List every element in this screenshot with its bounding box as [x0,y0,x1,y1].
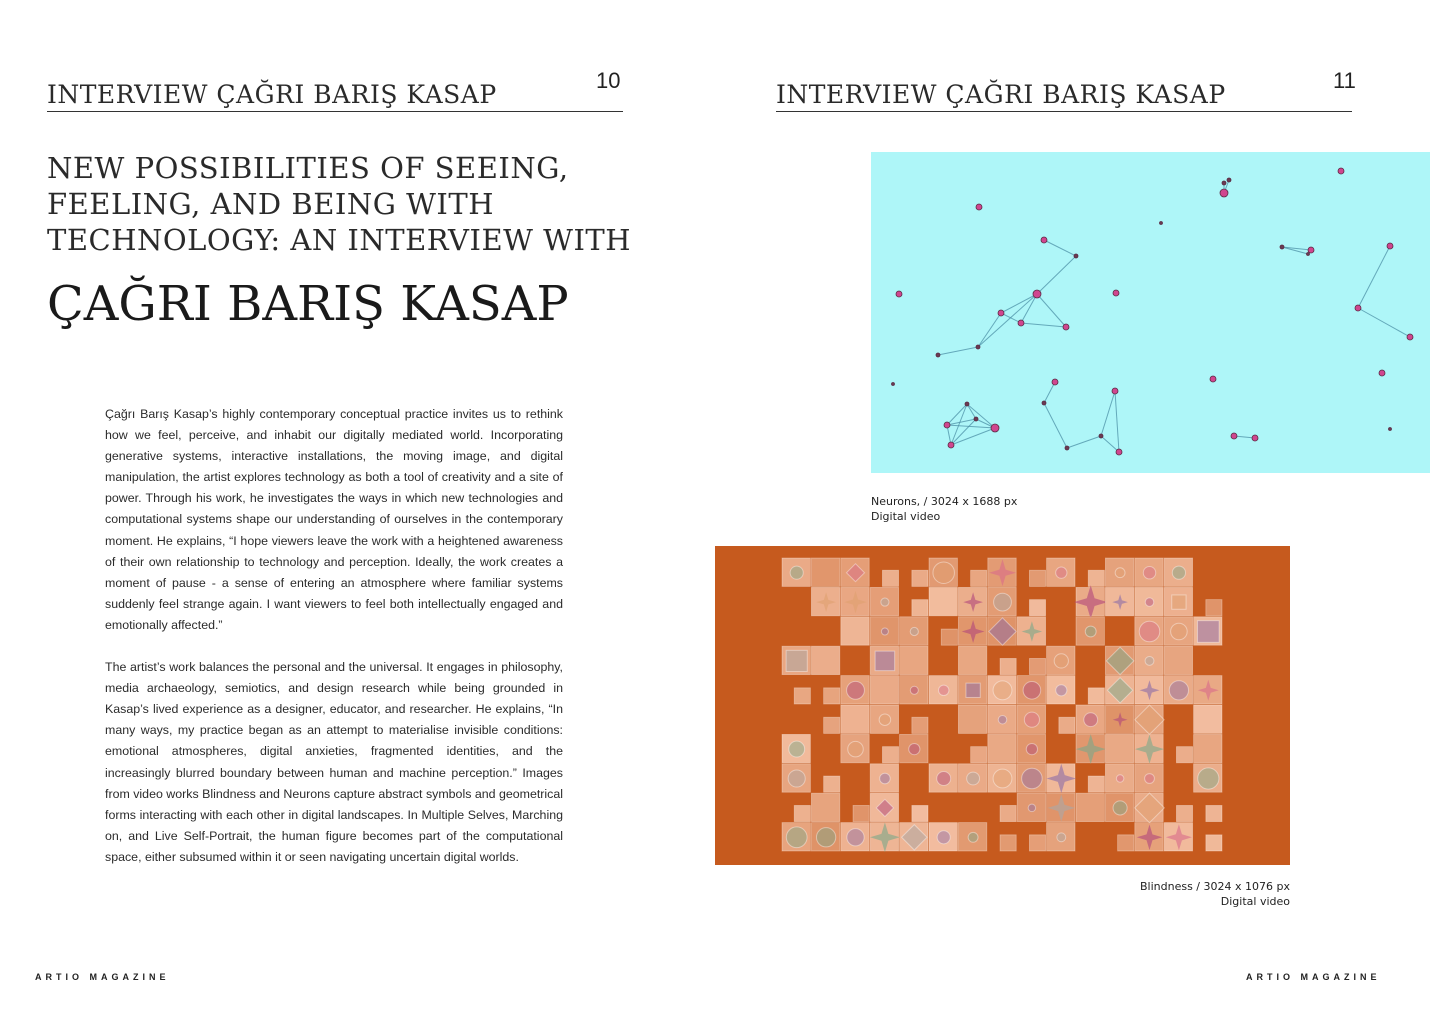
neuron-connection [1101,391,1115,436]
tile-circle-symbol [1116,775,1123,782]
grid-tile [1176,805,1192,821]
tile-circle-symbol [933,562,955,584]
grid-tile [794,805,810,821]
grid-tile [882,747,898,763]
tile-square-symbol [875,651,895,671]
tile-circle-symbol [937,772,951,786]
neurons-caption [871,494,1017,524]
tile-circle-symbol [1145,598,1153,606]
tile-circle-symbol [847,829,864,846]
tile-circle-symbol [1084,713,1098,727]
neuron-connection [947,425,995,428]
grid-tile [1206,805,1222,821]
grid-tile [1105,734,1133,762]
neuron-node [1018,320,1024,326]
headline-line-1: NEW POSSIBILITIES OF SEEING, [47,151,569,185]
tile-circle-symbol [1024,712,1039,727]
tile-circle-symbol [1172,566,1185,579]
tile-circle-symbol [881,628,888,635]
neuron-connection [938,347,978,355]
blindness-grid-graphic [715,546,1290,865]
grid-tile [1000,658,1016,674]
neuron-connection [1358,308,1410,337]
grid-tile [841,617,869,645]
grid-tile [941,629,957,645]
neurons-caption-title: Neurons, / 3024 x 1688 px [871,495,1018,508]
neuron-node [1033,290,1041,298]
grid-tile [1088,776,1104,792]
neuron-connection [967,404,976,419]
tile-circle-symbol [816,828,835,847]
neuron-node [896,291,902,297]
neuron-node [976,204,982,210]
tile-circle-symbol [788,770,805,787]
grid-tile [988,734,1016,762]
neuron-node [936,353,940,357]
grid-tile [811,646,839,674]
neuron-node [998,310,1004,316]
neuron-connection [1044,403,1067,448]
headline-line-3: TECHNOLOGY: AN INTERVIEW WITH [47,223,632,257]
left-running-header: INTERVIEW ÇAĞRI BARIŞ KASAP [47,80,497,109]
body-paragraph-1: Çağrı Barış Kasap’s highly contemporary conceptual practice invites us to rethink how we feel, perceive, and inhabit our digitally mediated world. Incorporating generative systems, interactive installations, the moving image, and digital manipulation, the artist explores technology as both a tool of creativity and a site of power. Through his work, he investigates the ways in which new technologies and computational systems shape our understanding of ourselves in the contemporary moment. He explains, “I hope viewers leave the work with a heightened awareness of their own relationship to technology and perception. Ideally, the work creates a moment of pause - a sense of entering an atmosphere where familiar systems suddenly feel strange again. I want viewers to feel both intellectually engaged and emotionally affected.” [105,407,563,632]
tile-circle-symbol [1145,656,1154,665]
grid-tile [912,717,928,733]
grid-tile [912,570,928,586]
tile-circle-symbol [786,827,807,848]
grid-tile [1194,705,1222,733]
right-page-number: 11 [1333,68,1356,93]
tile-circle-symbol [847,681,865,699]
tile-circle-symbol [1113,801,1127,815]
grid-tile [1118,835,1134,851]
tile-circle-symbol [1056,685,1067,696]
neuron-connection [1044,240,1076,256]
tile-circle-symbol [967,772,980,785]
tile-square-symbol [966,683,980,697]
neuron-node [1355,305,1361,311]
grid-tile [1000,805,1016,821]
article-headline [47,150,637,258]
neuron-node [1252,435,1258,441]
tile-circle-symbol [1143,566,1155,578]
neuron-connection [1358,246,1390,308]
grid-tile [958,646,986,674]
neuron-node [1280,245,1284,249]
neuron-node [1220,189,1228,197]
right-header-rule [776,111,1352,112]
grid-tile [853,805,869,821]
neuron-connection [1037,294,1066,327]
neuron-node [976,345,980,349]
neurons-artwork-image [871,152,1430,473]
neuron-node [974,417,978,421]
neuron-connection [978,294,1037,347]
grid-tile [870,676,898,704]
grid-tile [971,747,987,763]
tile-circle-symbol [1057,833,1066,842]
tile-circle-symbol [968,832,978,842]
tile-circle-symbol [1023,682,1041,700]
grid-tile [1029,570,1045,586]
neuron-node [1227,178,1231,182]
blindness-caption-medium: Digital video [1220,895,1290,908]
tile-circle-symbol [880,773,891,784]
neuron-node [1074,254,1078,258]
tile-circle-symbol [1139,621,1159,641]
tile-square-symbol [1172,595,1186,609]
tile-circle-symbol [909,743,920,754]
tile-square-symbol [1197,621,1219,643]
grid-tile [824,776,840,792]
neuron-node [1338,168,1344,174]
neuron-node [1387,243,1393,249]
grid-tile [1088,570,1104,586]
tile-circle-symbol [910,686,918,694]
tile-circle-symbol [879,714,891,726]
tile-circle-symbol [881,598,889,606]
grid-tile [841,705,869,733]
grid-tile [824,717,840,733]
grid-tile [1076,793,1104,821]
grid-tile [1059,717,1075,733]
neuron-connection [1037,256,1076,294]
tile-circle-symbol [1115,568,1125,578]
grid-tile [971,570,987,586]
neuron-connection [1115,391,1119,452]
tile-circle-symbol [1028,804,1035,811]
neuron-node [1042,401,1046,405]
headline-line-2: FEELING, AND BEING WITH [47,187,494,221]
tile-circle-symbol [848,741,864,757]
neuron-node [944,422,950,428]
neuron-connection [1101,436,1119,452]
tile-circle-symbol [1056,567,1067,578]
grid-tile [811,793,839,821]
tile-circle-symbol [994,593,1012,611]
tile-circle-symbol [910,627,918,635]
neuron-node [892,383,895,386]
article-body [105,404,563,868]
grid-tile [811,558,839,586]
right-footer-magazine-name: ARTIO MAGAZINE [1246,972,1381,982]
tile-circle-symbol [993,681,1012,700]
neuron-node [1160,222,1163,225]
tile-circle-symbol [1026,743,1037,754]
artist-name-title: ÇAĞRI BARIŞ KASAP [47,276,569,332]
tile-circle-symbol [1145,774,1155,784]
neuron-node [1099,434,1103,438]
grid-tile [1194,734,1222,762]
neuron-node [1231,433,1237,439]
neuron-node [1307,253,1310,256]
grid-tile [1206,835,1222,851]
neurons-caption-medium: Digital video [871,510,941,523]
grid-tile [929,587,957,615]
neuron-node [965,402,969,406]
tile-circle-symbol [993,769,1012,788]
tile-circle-symbol [938,685,948,695]
grid-tile [824,688,840,704]
neuron-node [1210,376,1216,382]
neuron-node [1222,181,1226,185]
neuron-node [1065,446,1069,450]
tile-square-symbol [786,650,807,671]
neuron-connection [951,428,995,445]
tile-circle-symbol [790,566,803,579]
neuron-node [991,424,999,432]
neuron-connection [1021,323,1066,327]
neuron-node [1041,237,1047,243]
neuron-node [1063,324,1069,330]
grid-tile [1206,600,1222,616]
neuron-node [1308,247,1314,253]
grid-tile [1029,835,1045,851]
left-footer-magazine-name: ARTIO MAGAZINE [35,972,170,982]
grid-tile [1029,600,1045,616]
neuron-node [948,442,954,448]
neuron-node [1407,334,1413,340]
neuron-node [1113,290,1119,296]
left-header-rule [47,111,623,112]
tile-circle-symbol [937,831,950,844]
left-page-number: 10 [596,68,621,93]
grid-tile [882,570,898,586]
body-paragraph-2: The artist’s work balances the personal and the universal. It engages in philosophy, media archaeology, semiotics, and design research while being grounded in Kasap’s lived experience as a designer, educator, and researcher. He explains, “In many ways, my practice began as an attempt to materialise invisible conditions: emotional atmospheres, digital anxieties, fragmented identities, and the increasingly blurred boundary between human and machine perception.” Images from video works Blindness and Neurons capture abstract symbols and geometrical forms interacting with each other in digital landscapes. In Multiple Selves, Marching on, and Live Self-Portrait, the human figure becomes part of the computational space, either subsumed within it or seen navigating uncertain digital worlds. [105,660,563,864]
blindness-caption [1090,879,1290,909]
tile-circle-symbol [1054,654,1068,668]
grid-tile [912,600,928,616]
tile-circle-symbol [1169,681,1188,700]
tile-circle-symbol [789,741,805,757]
neuron-connection [1044,382,1055,403]
tile-circle-symbol [1022,768,1042,788]
grid-tile [1176,747,1192,763]
tile-circle-symbol [1085,626,1096,637]
tile-circle-symbol [1171,623,1188,640]
tile-circle-symbol [1198,768,1219,789]
neuron-node [1112,388,1118,394]
grid-tile [958,705,986,733]
neuron-node [1389,428,1392,431]
grid-tile [1164,646,1192,674]
neuron-connection [1067,436,1101,448]
neuron-node [1379,370,1385,376]
neuron-connection [951,404,967,445]
grid-tile [1088,688,1104,704]
blindness-artwork-image [715,546,1290,865]
grid-tile [912,805,928,821]
neuron-node [1116,449,1122,455]
grid-tile [794,688,810,704]
grid-tile [900,646,928,674]
blindness-caption-title: Blindness / 3024 x 1076 px [1140,880,1290,893]
neuron-node [1052,379,1058,385]
right-running-header: INTERVIEW ÇAĞRI BARIŞ KASAP [776,80,1226,109]
grid-tile [1000,835,1016,851]
grid-tile [1029,658,1045,674]
neurons-network-graphic [871,152,1430,473]
tile-circle-symbol [998,715,1007,724]
